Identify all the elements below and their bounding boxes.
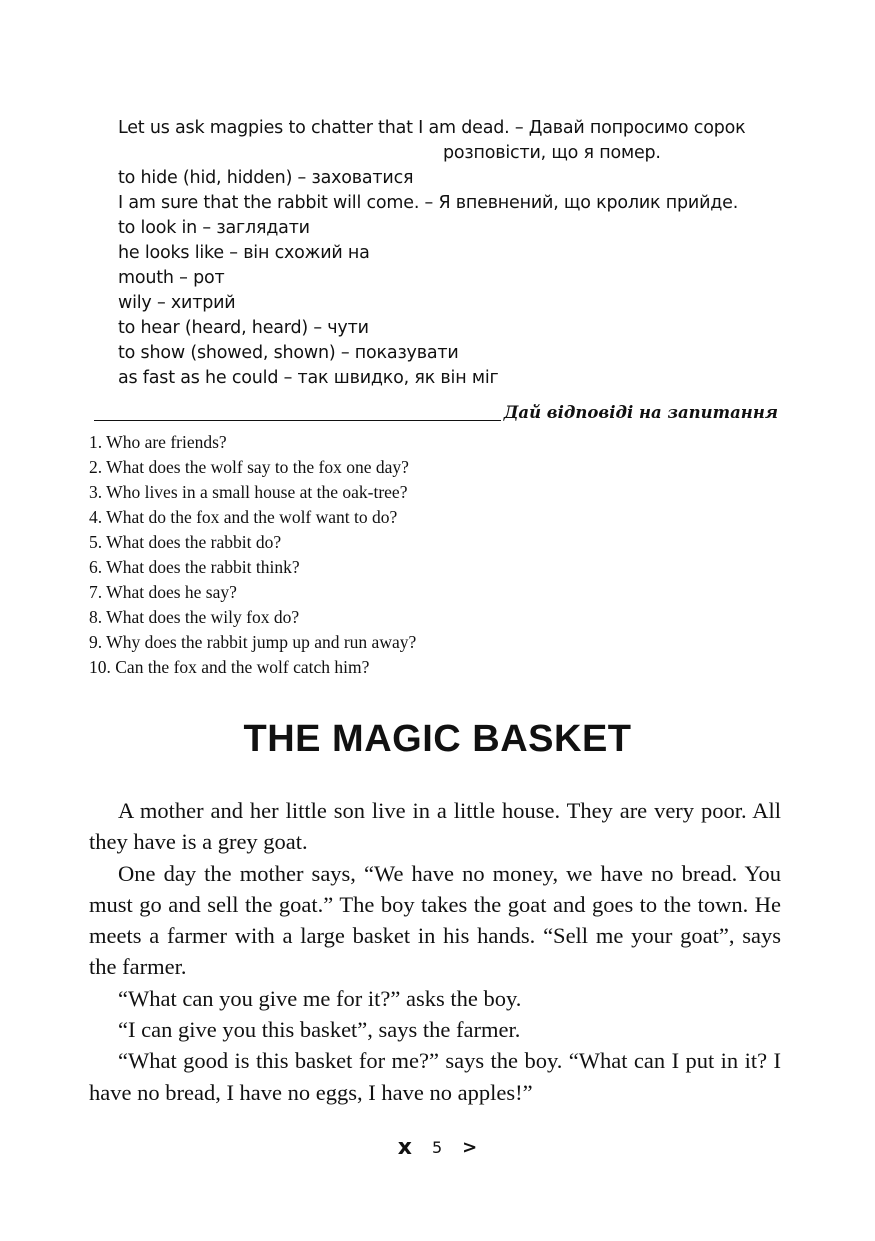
story-paragraph: “What can you give me for it?” asks the boy.: [118, 985, 522, 1011]
task-title: Дай відповіді на запитання: [503, 403, 778, 422]
question-item: 9. Why does the rabbit jump up and run away?: [89, 632, 417, 652]
question-item: 8. What does the wily fox do?: [89, 607, 300, 627]
vocab-line: to show (showed, shown) – показувати: [118, 343, 459, 363]
vocab-line: Let us ask magpies to chatter that I am dead. – Давай попросимо сорок: [118, 118, 746, 138]
vocabulary-list: [118, 116, 798, 391]
question-item: 3. Who lives in a small house at the oak-tree?: [89, 482, 408, 502]
question-item: 2. What does the wolf say to the fox one day?: [89, 457, 409, 477]
close-icon[interactable]: x: [397, 1135, 412, 1160]
vocab-line-continuation: розповісти, що я помер.: [443, 143, 661, 163]
story-text: [89, 795, 781, 1108]
questions-list: [89, 430, 689, 680]
page-footer: [0, 1134, 875, 1162]
question-item: 5. What does the rabbit do?: [89, 532, 282, 552]
page-number: 5: [431, 1138, 443, 1157]
story-title: THE MAGIC BASKET: [243, 718, 632, 760]
question-item: 1. Who are friends?: [89, 432, 227, 452]
question-item: 4. What do the fox and the wolf want to do?: [89, 507, 398, 527]
vocab-line: to hide (hid, hidden) – заховатися: [118, 168, 414, 188]
vocab-line: to hear (heard, heard) – чути: [118, 318, 369, 338]
vocab-line: wily – хитрий: [118, 293, 236, 313]
question-item: 10. Can the fox and the wolf catch him?: [89, 657, 370, 677]
vocab-line: I am sure that the rabbit will come. – Я впевнений, що кролик прийде.: [118, 193, 739, 213]
story-paragraph: “What good is this basket for me?” says the boy. “What can I put in it? I have no bread, I have no eggs, I have no apples!”: [89, 1048, 781, 1105]
chevron-right-icon[interactable]: >: [462, 1137, 478, 1158]
vocab-line: he looks like – він схожий на: [118, 243, 370, 263]
vocab-line: as fast as he could – так швидко, як він міг: [118, 368, 499, 388]
vocab-line: mouth – рот: [118, 268, 225, 288]
task-header: [94, 400, 778, 426]
story-paragraph: One day the mother says, “We have no money, we have no bread. You must go and sell the goat.” The boy takes the goat and goes to the town. He meets a farmer with a large basket in his hands. “Sell me your goat”, says the farmer.: [89, 860, 781, 980]
question-item: 7. What does he say?: [89, 582, 237, 602]
vocab-line: to look in – заглядати: [118, 218, 310, 238]
task-underline: [94, 420, 501, 421]
question-item: 6. What does the rabbit think?: [89, 557, 300, 577]
story-paragraph: A mother and her little son live in a little house. They are very poor. All they have is a grey goat.: [89, 798, 781, 855]
story-paragraph: “I can give you this basket”, says the farmer.: [118, 1017, 521, 1043]
